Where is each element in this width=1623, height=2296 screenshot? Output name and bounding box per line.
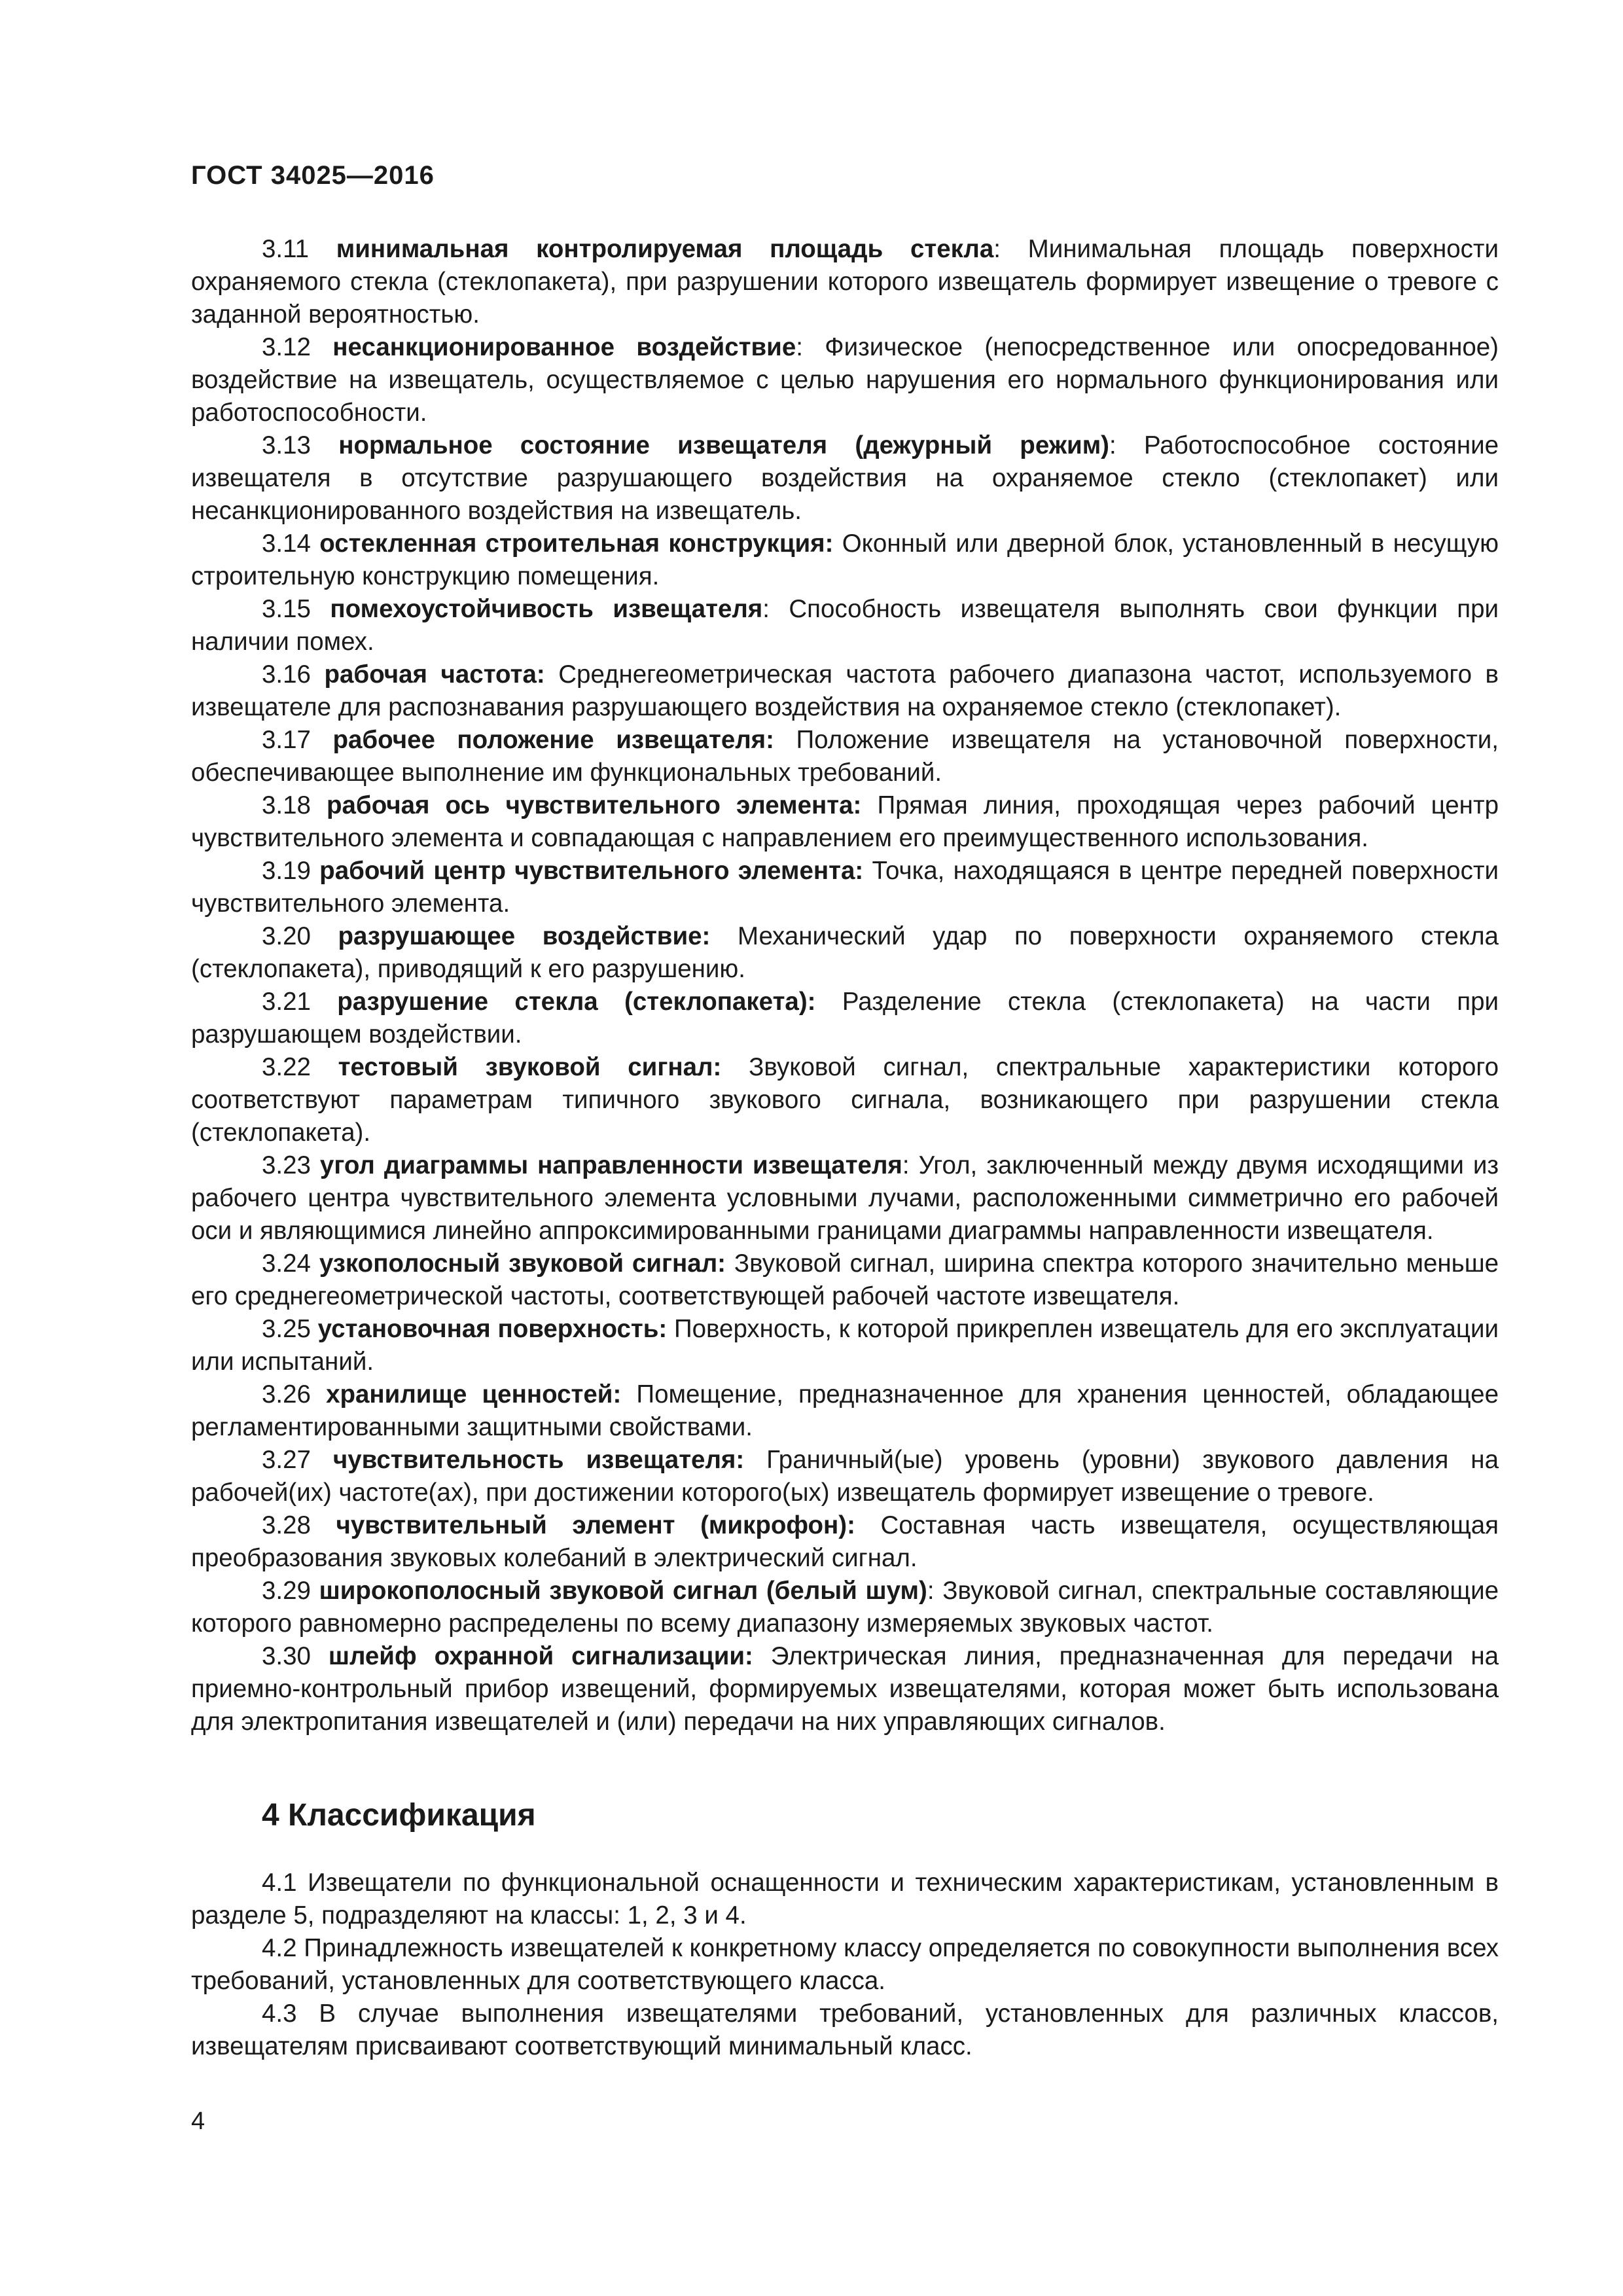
page-content	[191, 233, 1499, 2063]
definition-number: 3.16	[262, 660, 311, 689]
definition-text: Прямая линия, проходящая через рабочий центр чувствительного элемента и совпадающая с направлением его преимущественного использования.	[191, 791, 1499, 852]
definition-number: 3.11	[262, 235, 310, 263]
definition-item	[191, 1640, 1499, 1738]
definition-number: 3.28	[262, 1511, 311, 1539]
definition-number: 3.22	[262, 1053, 311, 1081]
definition-text: Минимальная площадь поверхности охраняемого стекла (стеклопакета), при разрушении которого извещатель формирует извещение о тревоге с заданной вероятностью.	[191, 235, 1499, 329]
definition-term: нормальное состояние извещателя (дежурный режим)	[338, 431, 1109, 459]
definition-item	[191, 1051, 1499, 1149]
definition-item	[191, 233, 1499, 331]
definition-number: 3.23	[262, 1151, 311, 1179]
definition-number: 3.14	[262, 529, 311, 558]
clause-number: 4.2	[262, 1934, 297, 1962]
definition-term: рабочее положение извещателя:	[332, 726, 774, 754]
definition-item	[191, 429, 1499, 528]
definition-term: рабочий центр чувствительного элемента:	[319, 857, 864, 885]
definition-term: шлейф охранной сигнализации:	[328, 1642, 753, 1670]
clause-text: Принадлежность извещателей к конкретному классу определяется по совокупности выполнения всех требований, установленных для соответствующего класса.	[191, 1934, 1499, 1995]
definition-term: установочная поверхность:	[317, 1315, 668, 1343]
definition-item	[191, 986, 1499, 1051]
definition-text: Оконный или дверной блок, установленный в несущую строительную конструкцию помещения.	[191, 529, 1499, 590]
definition-text: Работоспособное состояние извещателя в отсутствие разрушающего воздействия на охраняемое стекло (стеклопакет) или несанкционированного воздействия на извещатель.	[191, 431, 1499, 525]
definition-text: Угол, заключенный между двумя исходящими из рабочего центра чувствительного элемента условными лучами, расположенными симметрично его рабочей оси и являющимися линейно аппроксимированными границами диаграммы направленности извещателя.	[191, 1151, 1499, 1245]
clause-item	[191, 1998, 1499, 2063]
definition-text: Помещение, предназначенное для хранения ценностей, обладающее регламентированными защитными свойствами.	[191, 1380, 1499, 1441]
definition-item	[191, 528, 1499, 593]
clause-item	[191, 1867, 1499, 1932]
definitions-list	[191, 233, 1499, 1738]
definition-text: Механический удар по поверхности охраняемого стекла (стеклопакета), приводящий к его разрушению.	[191, 922, 1499, 983]
definition-item	[191, 1378, 1499, 1444]
definition-separator: :	[796, 333, 803, 361]
definition-term: минимальная контролируемая площадь стекла	[336, 235, 994, 263]
definition-term: узкополосный звуковой сигнал:	[319, 1249, 726, 1278]
clause-item	[191, 1932, 1499, 1998]
definition-item	[191, 855, 1499, 920]
definition-text: Звуковой сигнал, спектральные составляющие которого равномерно распределены по всему диапазону измеряемых звуковых частот.	[191, 1577, 1499, 1638]
clause-number: 4.3	[262, 2000, 297, 2028]
definition-item	[191, 1575, 1499, 1640]
definition-number: 3.21	[262, 988, 311, 1016]
definition-item	[191, 1247, 1499, 1313]
definition-number: 3.13	[262, 431, 311, 459]
definition-separator: :	[762, 595, 770, 623]
section-heading: 4 Классификация	[262, 1798, 536, 1833]
definition-separator: :	[993, 235, 1001, 263]
definition-number: 3.30	[262, 1642, 311, 1670]
definition-text: Граничный(ые) уровень (уровни) звукового давления на рабочей(их) частоте(ах), при достижении которого(ых) извещатель формирует извещение о тревоге.	[191, 1446, 1499, 1507]
definition-text: Точка, находящаяся в центре передней поверхности чувствительного элемента.	[191, 857, 1499, 918]
definition-item	[191, 1509, 1499, 1575]
document-header: ГОСТ 34025—2016	[191, 161, 435, 190]
definition-text: Звуковой сигнал, ширина спектра которого значительно меньше его среднегеометрической частоты, соответствующей рабочей частоте извещателя.	[191, 1249, 1499, 1310]
definition-term: разрушение стекла (стеклопакета):	[337, 988, 816, 1016]
definition-number: 3.29	[262, 1577, 311, 1605]
definition-item	[191, 658, 1499, 724]
definition-text: Разделение стекла (стеклопакета) на части при разрушающем воздействии.	[191, 988, 1499, 1049]
definition-text: Составная часть извещателя, осуществляющая преобразования звуковых колебаний в электрический сигнал.	[191, 1511, 1499, 1572]
definition-number: 3.20	[262, 922, 311, 950]
classification-section	[191, 1867, 1499, 2063]
definition-number: 3.26	[262, 1380, 311, 1408]
definition-item	[191, 789, 1499, 855]
definition-term: широкополосный звуковой сигнал (белый шум)	[319, 1577, 927, 1605]
definition-term: тестовый звуковой сигнал:	[338, 1053, 722, 1081]
definition-text: Среднегеометрическая частота рабочего диапазона частот, используемого в извещателе для распознавания разрушающего воздействия на охраняемое стекло (стеклопакет).	[191, 660, 1499, 721]
definition-number: 3.25	[262, 1315, 311, 1343]
definition-number: 3.17	[262, 726, 311, 754]
definition-term: несанкционированное воздействие	[332, 333, 796, 361]
definition-text: Положение извещателя на установочной поверхности, обеспечивающее выполнение им функциональных требований.	[191, 726, 1499, 787]
clause-number: 4.1	[262, 1869, 297, 1897]
definition-separator: :	[1109, 431, 1116, 459]
definition-text: Поверхность, к которой прикреплен извещатель для его эксплуатации или испытаний.	[191, 1315, 1499, 1376]
definition-item	[191, 920, 1499, 986]
definition-number: 3.19	[262, 857, 311, 885]
definition-item	[191, 593, 1499, 658]
definition-item	[191, 1313, 1499, 1378]
definition-term: угол диаграммы направленности извещателя	[319, 1151, 902, 1179]
definition-term: остекленная строительная конструкция:	[319, 529, 834, 558]
definition-text: Электрическая линия, предназначенная для передачи на приемно-контрольный прибор извещений, формируемых извещателями, которая может быть использована для электропитания извещателей и (или) передачи на них управляющих сигналов.	[191, 1642, 1499, 1736]
definition-number: 3.15	[262, 595, 311, 623]
definition-term: рабочая ось чувствительного элемента:	[326, 791, 862, 819]
definition-term: помехоустойчивость извещателя	[330, 595, 763, 623]
definition-number: 3.12	[262, 333, 311, 361]
definition-separator: :	[927, 1577, 935, 1605]
definition-separator: :	[902, 1151, 910, 1179]
definition-number: 3.24	[262, 1249, 311, 1278]
definition-item	[191, 724, 1499, 789]
clause-text: Извещатели по функциональной оснащенности и техническим характеристикам, установленным в разделе 5, подразделяют на классы: 1, 2, 3 и 4.	[191, 1869, 1499, 1929]
definition-term: чувствительность извещателя:	[332, 1446, 745, 1474]
definition-text: Способность извещателя выполнять свои функции при наличии помех.	[191, 595, 1499, 656]
definition-term: чувствительный элемент (микрофон):	[336, 1511, 855, 1539]
definition-text: Физическое (непосредственное или опосредованное) воздействие на извещатель, осуществляемое с целью нарушения его нормального функционирования или работоспособности.	[191, 333, 1499, 427]
clause-text: В случае выполнения извещателями требований, установленных для различных классов, извещателям присваивают соответствующий минимальный класс.	[191, 2000, 1499, 2060]
definition-term: разрушающее воздействие:	[338, 922, 711, 950]
definition-term: хранилище ценностей:	[326, 1380, 622, 1408]
definition-number: 3.27	[262, 1446, 311, 1474]
definition-item	[191, 1444, 1499, 1509]
definition-item	[191, 331, 1499, 429]
definition-text: Звуковой сигнал, спектральные характеристики которого соответствуют параметрам типичного звукового сигнала, возникающего при разрушении стекла (стеклопакета).	[191, 1053, 1499, 1147]
definition-item	[191, 1149, 1499, 1247]
definition-term: рабочая частота:	[324, 660, 545, 689]
page-number: 4	[191, 2108, 205, 2135]
definition-number: 3.18	[262, 791, 311, 819]
